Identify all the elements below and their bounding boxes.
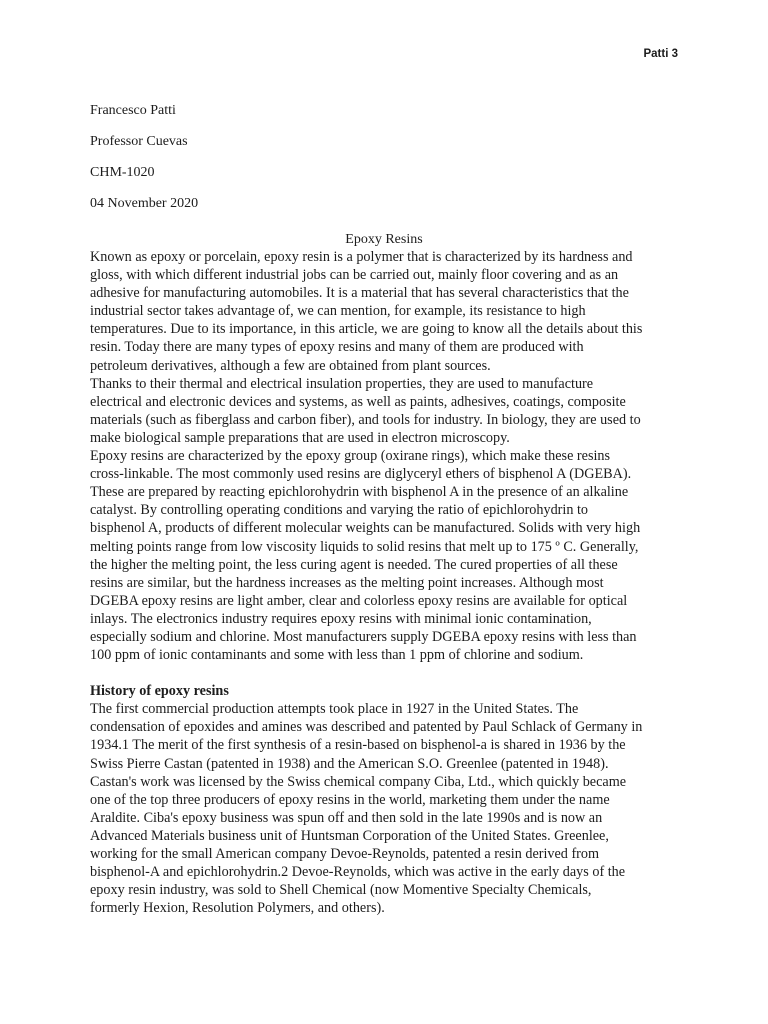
- text-line: Thanks to their thermal and electrical insulation properties, they are used to manufacture: [90, 375, 594, 392]
- text-line: catalyst. By controlling operating conditions and varying the ratio of epichlorohydrin to: [90, 502, 589, 519]
- text-line: one of the top three producers of epoxy resins in the world, marketing them under the name: [90, 791, 610, 808]
- paragraph: [90, 700, 690, 917]
- text-line: the higher the melting point, the less curing agent is needed. The cured properties of all these: [90, 556, 618, 573]
- text-line: Epoxy resins are characterized by the epoxy group (oxirane rings), which make these resins: [90, 448, 611, 465]
- submission-date: 04 November 2020: [90, 196, 199, 211]
- text-line: cross-linkable. The most commonly used resins are diglyceryl ethers of bisphenol A (DGEBA).: [90, 466, 632, 483]
- text-line: Known as epoxy or porcelain, epoxy resin is a polymer that is characterized by its hardness and: [90, 249, 633, 265]
- text-line: electrical and electronic devices and systems, as well as paints, adhesives, coatings, composite: [90, 393, 626, 410]
- course-code: CHM-1020: [90, 165, 155, 180]
- text-line: make biological sample preparations that are used in electron microscopy.: [90, 429, 510, 446]
- text-line: Swiss Pierre Castan (patented in 1938) and the American S.O. Greenlee (patented in 1948).: [90, 755, 609, 772]
- text-line: industrial sector takes advantage of, we can mention, for example, its resistance to high: [90, 303, 586, 320]
- text-line: condensation of epoxides and amines was described and patented by Paul Schlack of Germany in: [90, 719, 643, 736]
- text-line: 100 ppm of ionic contaminants and some with less than 1 ppm of chlorine and sodium.: [90, 647, 584, 664]
- essay-body: [90, 248, 690, 917]
- page-header-label: Patti 3: [643, 48, 678, 60]
- text-line: inlays. The electronics industry requires epoxy resins with minimal ionic contamination,: [90, 610, 592, 627]
- text-line: resins are similar, but the hardness increases as the melting point increases. Although most: [90, 574, 604, 591]
- text-line: bisphenol A, products of different molecular weights can be manufactured. Solids with very high: [90, 520, 641, 537]
- text-line: adhesive for manufacturing automobiles. It is a material that has several characteristics that the: [90, 285, 629, 302]
- text-line: materials (such as fiberglass and carbon fiber), and tools for industry. In biology, they are used to: [90, 411, 641, 428]
- text-line: formerly Hexion, Resolution Polymers, and others).: [90, 900, 385, 917]
- essay-title: Epoxy Resins: [345, 232, 423, 247]
- text-line: temperatures. Due to its importance, in this article, we are going to know all the details about this: [90, 321, 643, 338]
- paragraph: [90, 447, 690, 664]
- text-line: DGEBA epoxy resins are light amber, clear and colorless epoxy resins are available for optical: [90, 592, 628, 609]
- paragraph: [90, 375, 690, 447]
- paragraph: [90, 248, 690, 375]
- professor-name: Professor Cuevas: [90, 134, 188, 149]
- text-line: Castan's work was licensed by the Swiss chemical company Ciba, Ltd., which quickly became: [90, 773, 627, 790]
- text-line: petroleum derivatives, although a few are obtained from plant sources.: [90, 357, 491, 374]
- text-line: resin. Today there are many types of epoxy resins and many of them are produced with: [90, 339, 584, 356]
- text-line: Advanced Materials business unit of Huntsman Corporation of the United States. Greenlee,: [90, 827, 609, 844]
- text-line: These are prepared by reacting epichlorohydrin with bisphenol A in the presence of an alkaline: [90, 484, 629, 501]
- text-line: especially sodium and chlorine. Most manufacturers supply DGEBA epoxy resins with less than: [90, 628, 637, 645]
- text-line: working for the small American company Devoe-Reynolds, patented a resin derived from: [90, 846, 600, 862]
- text-line: melting points range from low viscosity liquids to solid resins that melt up to 175 º C. Generally,: [90, 538, 639, 555]
- text-line: bisphenol-A and epichlorohydrin.2 Devoe-Reynolds, which was active in the early days of the: [90, 864, 626, 881]
- text-line: Araldite. Ciba's epoxy business was spun off and then sold in the late 1990s and is now an: [90, 809, 603, 826]
- text-line: The first commercial production attempts took place in 1927 in the United States. The: [90, 701, 579, 718]
- text-line: gloss, with which different industrial jobs can be carried out, mainly floor covering and as an: [90, 267, 619, 284]
- author-info-block: [90, 95, 198, 219]
- section-heading-history: History of epoxy resins: [90, 683, 229, 700]
- text-line: epoxy resin industry, was sold to Shell Chemical (now Momentive Specialty Chemicals,: [90, 882, 592, 899]
- text-line: 1934.1 The merit of the first synthesis of a resin-based on bisphenol-a is shared in 1936 by the: [90, 737, 626, 754]
- author-name: Francesco Patti: [90, 103, 176, 118]
